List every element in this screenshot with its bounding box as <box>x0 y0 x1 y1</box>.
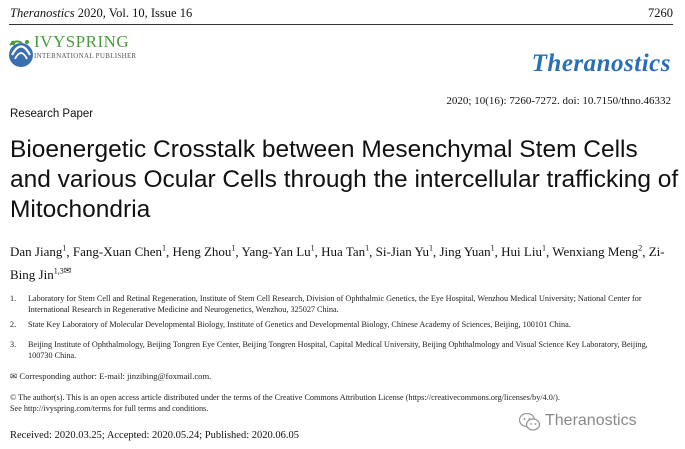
author-affiliation-mark: 1 <box>62 244 67 253</box>
envelope-icon: ✉ <box>10 371 20 381</box>
author-affiliation-mark: 1 <box>310 244 315 253</box>
author <box>73 244 166 259</box>
author-name: Yang-Yan Lu <box>241 244 311 260</box>
watermark-text: Theranostics <box>545 412 637 429</box>
author-affiliation-mark: 2 <box>638 244 643 253</box>
envelope-icon: ✉ <box>63 265 72 276</box>
author-name: Dan Jiang <box>10 244 63 260</box>
author-name: Zi-Bing Jin <box>10 244 665 282</box>
running-header <box>10 6 192 21</box>
author <box>376 244 433 259</box>
wechat-icon <box>519 412 541 432</box>
affiliation-text: Beijing Institute of Ophthalmology, Beijing Tongren Eye Center, Beijing Tongren Hospital, Capital Medical University, Beijing Ophthalmology and Visual Science Key Laboratory, Beijing, 100730 China. <box>28 340 648 360</box>
author-name: Fang-Xuan Chen <box>72 244 163 260</box>
author <box>321 244 369 259</box>
affiliation-text: State Key Laboratory of Molecular Developmental Biology, Institute of Genetics and Developmental Biology, Chinese Academy of Sciences, Beijing, 100101 China. <box>28 320 571 329</box>
corresponding-author <box>10 371 211 382</box>
author-name: Wenxiang Meng <box>552 244 639 260</box>
author-affiliation-mark: 1 <box>490 244 495 253</box>
page-number: 7260 <box>648 6 673 20</box>
affiliation-text: Laboratory for Stem Cell and Retinal Regeneration, Institute of Stem Cell Research, Division of Ophthalmic Genetics, the Eye Hospital, Wenzhou Medical University; National Center for International Research in Regenerative Medicine and Neurogenetics, Wenzhou, 325027 China. <box>28 294 642 314</box>
author-name: Jing Yuan <box>439 244 491 260</box>
affiliation-number: 2. <box>10 320 17 329</box>
journal-name: Theranostics <box>10 6 75 20</box>
citation: 2020; 10(16): 7260-7272. doi: 10.7150/thno.46332 <box>446 95 671 107</box>
paper-title: Bioenergetic Crosstalk between Mesenchymal Stem Cells and various Ocular Cells through the intercellular trafficking of Mitochondria <box>10 136 679 223</box>
affiliation-number: 3. <box>10 340 17 349</box>
author <box>241 244 314 259</box>
paper-type: Research Paper <box>10 108 94 120</box>
author <box>501 244 546 259</box>
author-name: Si-Jian Yu <box>375 244 429 260</box>
watermark <box>519 411 669 433</box>
author-affiliation-mark: 1 <box>428 244 433 253</box>
author-affiliation-mark: 1 <box>365 244 370 253</box>
publisher-name: IVYSPRING <box>34 32 130 51</box>
author-name: Hui Liu <box>501 244 542 260</box>
author-affiliation-mark: 1 <box>231 244 236 253</box>
author-name: Hua Tan <box>321 244 366 260</box>
journal-logo: Theranostics <box>531 50 671 77</box>
author-affiliation-mark: 1 <box>541 244 546 253</box>
header-divider <box>9 24 673 25</box>
corresponding-text: Corresponding author: E-mail: jinzibing@foxmail.com. <box>19 371 212 381</box>
author-name: Heng Zhou <box>172 244 232 260</box>
author-list: Dan Jiang$^1$, Fang-Xuan Chen$^1$, Heng Zhou$^1$, Yang-Yan Lu$^1$, Hua Tan$^1$, Si-Jian Yu$^1$, Jing Yuan$^1$, Hui Liu$^1$, Wenxiang Meng$^2$, Zi-Bing Jin$^{1,3✉}$ <box>10 244 665 282</box>
publisher-subtitle: INTERNATIONAL PUBLISHER <box>34 52 137 60</box>
author <box>10 244 66 259</box>
author <box>439 244 494 259</box>
author <box>552 244 642 259</box>
affiliation-number: 1. <box>10 294 17 303</box>
publication-dates: Received: 2020.03.25; Accepted: 2020.05.24; Published: 2020.06.05 <box>10 430 300 441</box>
author <box>173 244 236 259</box>
author-affiliation-mark: 1 <box>162 244 167 253</box>
issue-info: 2020, Vol. 10, Issue 16 <box>74 6 193 20</box>
author-affiliation-mark: 1,3 <box>53 266 64 276</box>
license-text: © The author(s). This is an open access article distributed under the terms of the Creative Commons Attribution License (https://creativecommons.org/licenses/by/4.0/). See http://ivyspring.com/terms for full terms and conditions. <box>10 393 560 413</box>
